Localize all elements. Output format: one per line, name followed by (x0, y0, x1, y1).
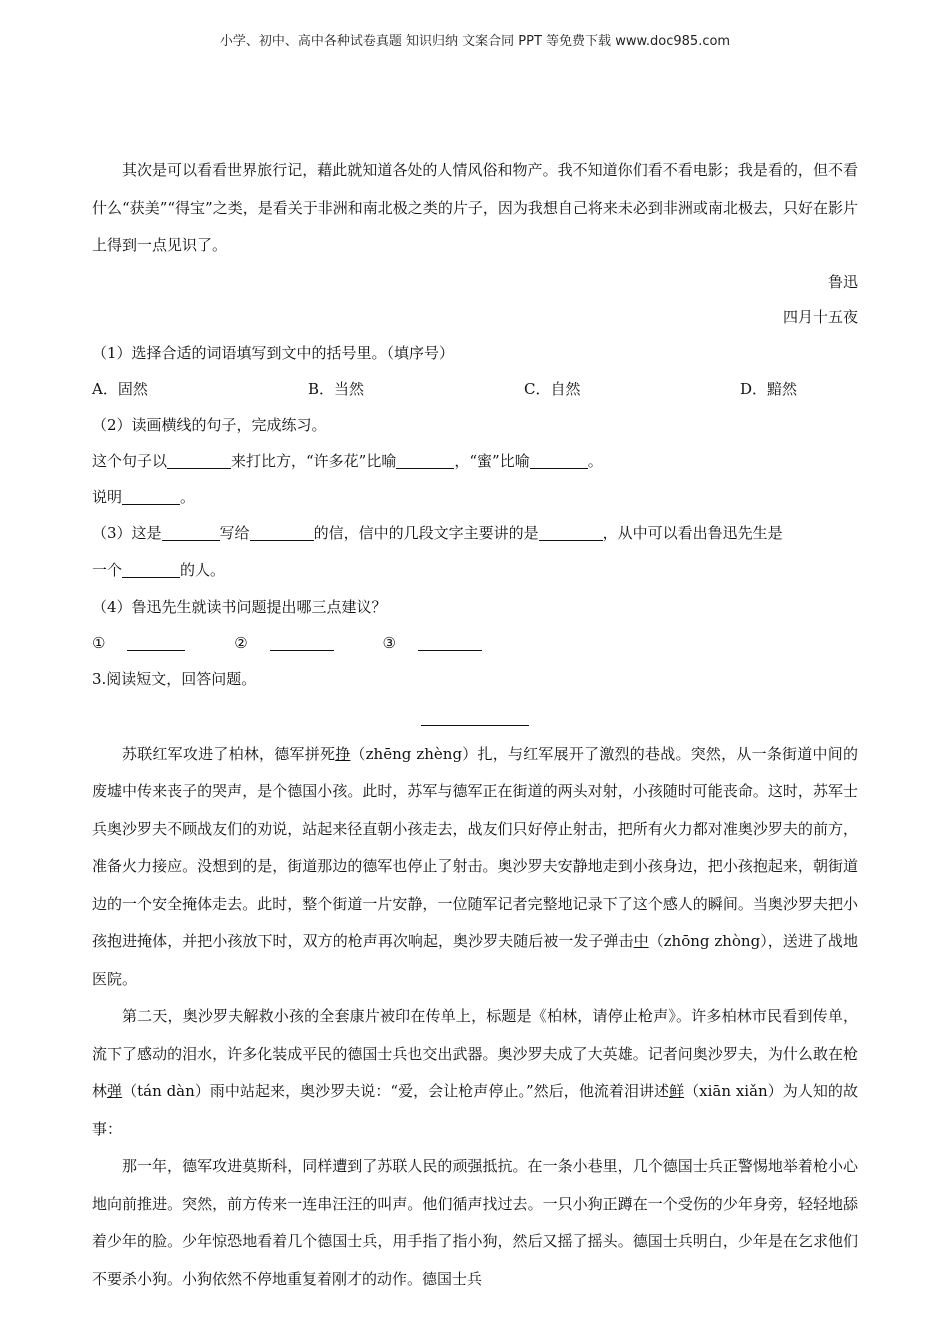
story-paragraph-2 (92, 998, 858, 1148)
answer-item-2 (234, 634, 355, 652)
q3-text-a: （3）这是 (92, 523, 162, 542)
option-b: B．当然 (308, 379, 365, 398)
option-c: C．自然 (524, 379, 581, 398)
text-run: （zhēng zhèng）扎，与红军展开了激烈的巷战。突然，从一条街道中间的废墟中传来丧子的哭声，是个德国小孩。此时，苏军与德军正在街道的两头对射，小孩随时可能丧命。这时，苏军士兵奥沙罗夫不顾战友们的劝说，站起来径直朝小孩走去，战友们只好停止射击，把所有火力都对准奥沙罗夫的前方，准备火力接应。没想到的是，街道那边的德军也停止了射击。奥沙罗夫安静地走到小孩身边，把小孩抱起来，朝街道边的一个安全掩体走去。此时，整个街道一片安静，一位随军记者完整地记录下了这个感人的瞬间。当奥沙罗夫把小孩抱进掩体，并把小孩放下时，双方的枪声再次响起，奥沙罗夫随后被一发子弹击 (92, 744, 858, 950)
answer-blank[interactable] (127, 635, 185, 651)
question-4-prompt: （4）鲁迅先生就读书问题提出哪三点建议？ (92, 597, 387, 616)
answer-blank[interactable] (270, 635, 334, 651)
answer-blank[interactable] (250, 525, 314, 541)
question-2-prompt: （2）读画横线的句子，完成练习。 (92, 415, 327, 434)
section-3-heading: 3.阅读短文，回答问题。 (92, 669, 257, 688)
q2-text-d: 。 (587, 451, 603, 470)
q3-text-f: 的人。 (180, 560, 226, 579)
question-1-prompt: （1）选择合适的词语填写到文中的括号里。（填序号） (92, 343, 455, 362)
page-header: 小学、初中、高中各种试卷真题 知识归纳 文案合同 PPT 等免费下载 www.doc985.com (219, 34, 731, 49)
text-run: （xiān xiǎn）为人知的故事： (92, 1082, 858, 1138)
underlined-word: 弹 (107, 1082, 123, 1100)
item-marker: ① (92, 633, 106, 652)
question-4-answers (92, 625, 858, 661)
q3-text-e: 一个 (92, 560, 123, 579)
letter-paragraph: 其次是可以看看世界旅行记，藉此就知道各处的人情风俗和物产。我不知道你们看不看电影；我是看的，但不看什么“获美”“得宝”之类，是看关于非洲和南北极之类的片子，因为我想自己将来未必到非洲或南北极去，只好在影片上得到一点见识了。 (92, 161, 858, 254)
option-d: D．黯然 (740, 379, 798, 398)
underlined-word: 中 (633, 932, 649, 950)
text-run: （zhōng zhòng），送进了战地医院。 (92, 932, 858, 988)
answer-blank[interactable] (162, 525, 220, 541)
text-run: 第二天，奥沙罗夫解救小孩的全套康片被印在传单上，标题是《柏林，请停止枪声》。许多柏林市民看到传单，流下了感动的泪水，许多化装成平民的德国士兵也交出武器。奥沙罗夫成了大英雄。记者问奥沙罗夫，为什么敢在枪林 (92, 1007, 858, 1100)
answer-blank[interactable] (530, 453, 588, 469)
letter-date: 四月十五夜 (782, 307, 858, 326)
text-run: 苏联红军攻进了柏林，德军拼死 (122, 744, 336, 763)
q2-text-c: ，“蜜”比喻 (454, 451, 530, 470)
question-2-line-1 (92, 443, 858, 479)
title-blank[interactable] (421, 711, 529, 726)
answer-blank[interactable] (167, 453, 231, 469)
story-paragraph-1 (92, 736, 858, 999)
question-3 (92, 515, 858, 589)
underlined-word: 鲜 (669, 1082, 685, 1100)
q2-text-e: 说明 (92, 487, 123, 506)
answer-blank[interactable] (418, 635, 482, 651)
underlined-word: 挣 (335, 744, 351, 763)
answer-item-1 (92, 634, 207, 652)
answer-blank[interactable] (122, 489, 180, 505)
answer-blank[interactable] (539, 525, 603, 541)
q2-text-a: 这个句子以 (92, 451, 168, 470)
answer-blank[interactable] (396, 453, 454, 469)
q3-text-d: ，从中可以看出鲁迅先生是 (602, 523, 783, 542)
text-run: （tán dàn）雨中站起来，奥沙罗夫说：“爱，会让枪声停止。”然后，他流着泪讲述 (122, 1082, 670, 1100)
answer-item-3 (382, 634, 503, 652)
signature: 鲁迅 (827, 272, 858, 291)
q2-text-f: 。 (180, 487, 196, 506)
document-body (92, 152, 858, 1298)
item-marker: ② (234, 633, 248, 652)
story-paragraph-3: 那一年，德军攻进莫斯科，同样遭到了苏联人民的顽强抵抗。在一条小巷里，几个德国士兵正警惕地举着枪小心地向前推进。突然，前方传来一连串汪汪的叫声。他们循声找过去。一只小狗正蹲在一个受伤的少年身旁，轻轻地舔着少年的脸。少年惊恐地看着几个德国士兵，用手指了指小狗，然后又摇了摇头。德国士兵明白，少年是在乞求他们不要杀小狗。小狗依然不停地重复着刚才的动作。德国士兵 (92, 1157, 858, 1288)
question-1-options (92, 371, 858, 407)
q2-text-b: 来打比方，“许多花”比喻 (231, 451, 397, 470)
question-2-line-2 (92, 479, 858, 515)
q3-text-b: 写给 (219, 523, 250, 542)
answer-blank[interactable] (122, 562, 180, 578)
q3-text-c: 的信，信中的几段文字主要讲的是 (313, 523, 539, 542)
option-a: A．固然 (92, 379, 148, 398)
item-marker: ③ (382, 633, 396, 652)
